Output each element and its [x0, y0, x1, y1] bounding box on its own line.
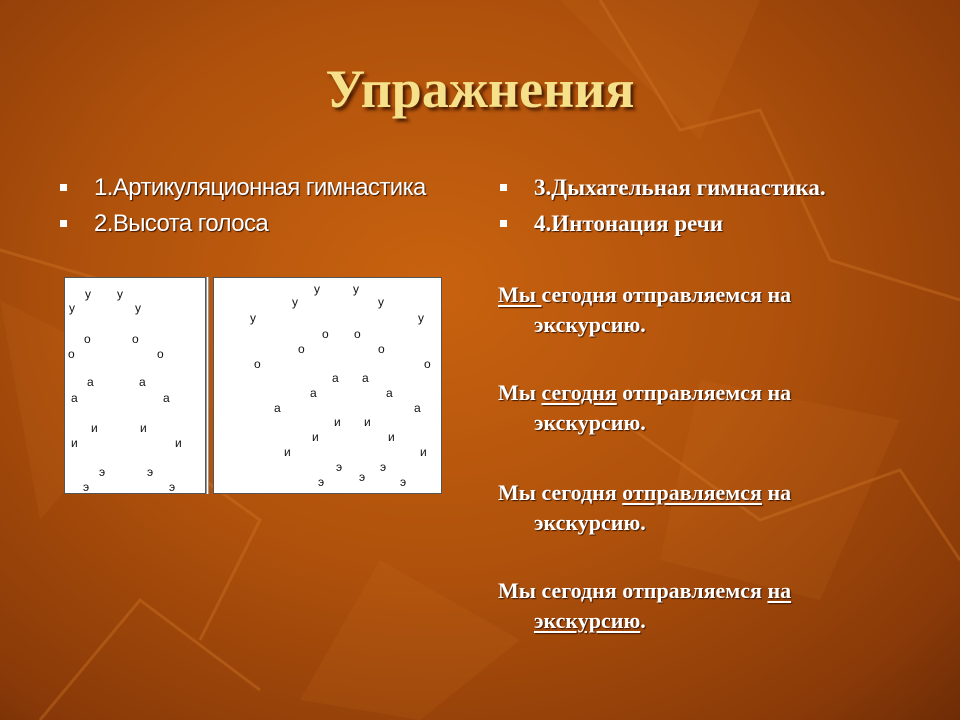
- list-item-label: 2.Высота голоса: [94, 210, 269, 237]
- phrase-line-2: экскурсию.: [534, 410, 646, 435]
- phrase-line-2: экскурсию.: [534, 510, 646, 535]
- list-item: [58, 174, 426, 210]
- vowel-letter: у: [353, 282, 359, 296]
- phrase-stressed-word: отправляемся: [622, 480, 762, 505]
- vowel-letter: у: [85, 287, 91, 301]
- vowel-letter: о: [68, 347, 75, 361]
- phrase-text-before: Мы: [498, 380, 542, 405]
- vowel-letter: о: [157, 347, 164, 361]
- vowel-letter: э: [359, 470, 366, 484]
- list-item-label: 3.Дыхательная гимнастика.: [534, 175, 826, 200]
- vowel-letter: и: [364, 415, 371, 429]
- vowel-letter: а: [274, 401, 281, 415]
- phrase-text-after: сегодня отправляемся на: [541, 282, 792, 307]
- phrase-block: [498, 378, 898, 438]
- chart-divider: [206, 277, 209, 494]
- vowel-letter: э: [336, 460, 343, 474]
- phrase-line-2: [498, 606, 898, 636]
- bullet-icon: [60, 220, 67, 227]
- phrase-stressed-word: Мы: [498, 282, 542, 307]
- right-bullet-list: [498, 174, 826, 246]
- vowel-pitch-chart-right: [213, 277, 442, 494]
- phrase-block: [498, 576, 898, 636]
- vowel-letter: и: [312, 430, 319, 444]
- vowel-letter: и: [334, 415, 341, 429]
- vowel-letter: а: [332, 371, 339, 385]
- phrase-line-2-tail: .: [640, 608, 646, 633]
- vowel-letter: у: [250, 311, 256, 325]
- vowel-letter: а: [414, 401, 421, 415]
- vowel-letter: и: [71, 436, 78, 450]
- vowel-letter: о: [298, 342, 305, 356]
- phrase-text-before: Мы сегодня: [498, 480, 623, 505]
- vowel-letter: у: [69, 301, 75, 315]
- vowel-letter: о: [354, 327, 361, 341]
- vowel-letter: а: [386, 386, 393, 400]
- list-item: [58, 210, 426, 246]
- vowel-letter: о: [424, 357, 431, 371]
- vowel-letter: о: [378, 342, 385, 356]
- vowel-letter: и: [388, 430, 395, 444]
- list-item: [498, 210, 826, 246]
- vowel-letter: и: [91, 421, 98, 435]
- phrase-stressed-word: на: [767, 578, 792, 603]
- bullet-icon: [500, 184, 507, 191]
- vowel-letter: о: [132, 332, 139, 346]
- list-item: [498, 174, 826, 210]
- vowel-letter: э: [400, 475, 407, 489]
- phrase-block: [498, 280, 898, 340]
- vowel-letter: о: [254, 357, 261, 371]
- slide-title: Упражнения: [325, 59, 635, 119]
- vowel-letter: у: [117, 287, 123, 301]
- left-bullet-list: [58, 174, 426, 246]
- vowel-letter: а: [310, 386, 317, 400]
- vowel-letter: а: [87, 375, 94, 389]
- bullet-icon: [500, 220, 507, 227]
- phrase-line-2: экскурсию.: [534, 312, 646, 337]
- vowel-letter: э: [380, 460, 387, 474]
- vowel-letter: а: [139, 375, 146, 389]
- vowel-letter: э: [318, 475, 325, 489]
- vowel-letter: э: [99, 465, 106, 479]
- phrase-text-after: на: [761, 480, 792, 505]
- vowel-letter: у: [314, 282, 320, 296]
- vowel-pitch-chart-left: [64, 277, 206, 494]
- vowel-letter: у: [292, 295, 298, 309]
- vowel-letter: а: [362, 371, 369, 385]
- vowel-letter: и: [284, 445, 291, 459]
- vowel-letter: у: [135, 301, 141, 315]
- bullet-icon: [60, 184, 67, 191]
- vowel-letter: э: [83, 480, 90, 494]
- vowel-letter: и: [175, 436, 182, 450]
- vowel-letter: о: [322, 327, 329, 341]
- phrase-text-before: Мы сегодня отправляемся: [498, 578, 768, 603]
- list-item-label: 1.Артикуляционная гимнастика: [94, 174, 426, 201]
- vowel-letter: и: [140, 421, 147, 435]
- list-item-label: 4.Интонация речи: [534, 211, 723, 236]
- phrase-text-after: отправляемся на: [616, 380, 792, 405]
- vowel-letter: а: [163, 391, 170, 405]
- vowel-letter: и: [420, 445, 427, 459]
- vowel-letter: о: [84, 332, 91, 346]
- phrase-stressed-word: сегодня: [541, 380, 617, 405]
- vowel-letter: э: [147, 465, 154, 479]
- vowel-letter: э: [169, 480, 176, 494]
- phrase-block: [498, 478, 898, 538]
- vowel-letter: у: [378, 295, 384, 309]
- vowel-letter: у: [418, 311, 424, 325]
- phrase-stressed-word: экскурсию: [534, 608, 641, 633]
- vowel-letter: а: [71, 391, 78, 405]
